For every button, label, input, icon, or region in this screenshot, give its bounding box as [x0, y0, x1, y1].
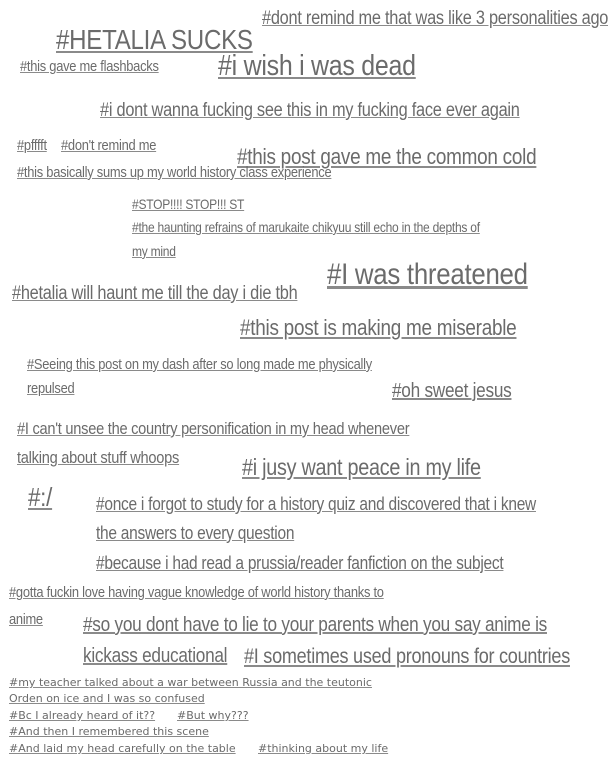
tag-dont-remind-personalities[interactable]: #dont remind me that was like 3 personalities ago	[262, 8, 608, 29]
tag-history-quiz-line1[interactable]: #once i forgot to study for a history quiz and discovered that i knew	[96, 494, 536, 514]
tag-prussia-fanfiction[interactable]: #because i had read a prussia/reader fanfiction on the subject	[96, 553, 504, 573]
tag-but-why[interactable]: #But why???	[177, 709, 249, 722]
tag-flashbacks[interactable]: #this gave me flashbacks	[20, 58, 159, 75]
tag-sums-up[interactable]: #this basically sums up my world history class experience	[17, 164, 332, 181]
tag-dont-remind-me[interactable]: #don't remind me	[61, 137, 157, 154]
tag-haunting-refrains-line2[interactable]: my mind	[132, 243, 176, 259]
tag-remembered-scene[interactable]: #And then I remembered this scene	[9, 725, 209, 738]
tag-common-cold[interactable]: #this post gave me the common cold	[237, 144, 537, 169]
tag-parents-line1[interactable]: #so you dont have to lie to your parents when you say anime is	[83, 614, 547, 636]
tag-haunting-refrains-line1[interactable]: #the haunting refrains of marukaite chikyuu still echo in the depths of	[132, 219, 480, 235]
tag-wish-dead[interactable]: #i wish i was dead	[218, 50, 416, 82]
tag-teacher-line1[interactable]: #my teacher talked about a war between Russia and the teutonic	[9, 676, 372, 689]
tag-history-quiz-line2[interactable]: the answers to every question	[96, 523, 295, 543]
tag-unsee-line2[interactable]: talking about stuff whoops	[17, 448, 180, 467]
tag-haunt-me[interactable]: #hetalia will haunt me till the day i die tbh	[12, 283, 298, 304]
tag-seeing-post-line1[interactable]: #Seeing this post on my dash after so long made me physically	[27, 356, 372, 373]
tag-vague-knowledge-line2[interactable]: anime	[9, 611, 43, 628]
tag-peace[interactable]: #i jusy want peace in my life	[242, 454, 481, 480]
tag-pronouns-countries[interactable]: #I sometimes used pronouns for countries	[244, 645, 570, 668]
tag-sweet-jesus[interactable]: #oh sweet jesus	[392, 380, 512, 402]
tag-already-heard[interactable]: #Bc I already heard of it??	[9, 709, 156, 722]
tag-parents-line2[interactable]: kickass educational	[83, 645, 228, 667]
tag-seeing-post-line2[interactable]: repulsed	[27, 380, 75, 397]
tag-laid-head[interactable]: #And laid my head carefully on the table	[9, 742, 236, 755]
tag-threatened[interactable]: #I was threatened	[327, 258, 528, 291]
tag-unsee-line1[interactable]: #I can't unsee the country personification in my head whenever	[17, 419, 410, 438]
tag-thinking-life[interactable]: #thinking about my life	[258, 742, 389, 755]
tag-frown[interactable]: #:/	[28, 482, 53, 512]
tag-hetalia-sucks[interactable]: #HETALIA SUCKS	[56, 24, 253, 55]
tag-miserable[interactable]: #this post is making me miserable	[240, 315, 517, 340]
tag-teacher-line2[interactable]: Orden on ice and I was so confused	[9, 692, 205, 705]
tag-dont-wanna-see[interactable]: #i dont wanna fucking see this in my fucking face ever again	[100, 100, 520, 121]
tag-vague-knowledge-line1[interactable]: #gotta fuckin love having vague knowledge of world history thanks to	[9, 584, 384, 601]
tag-pfffft[interactable]: #pfffft	[17, 137, 47, 154]
tag-stop[interactable]: #STOP!!!! STOP!!! ST	[132, 196, 245, 212]
